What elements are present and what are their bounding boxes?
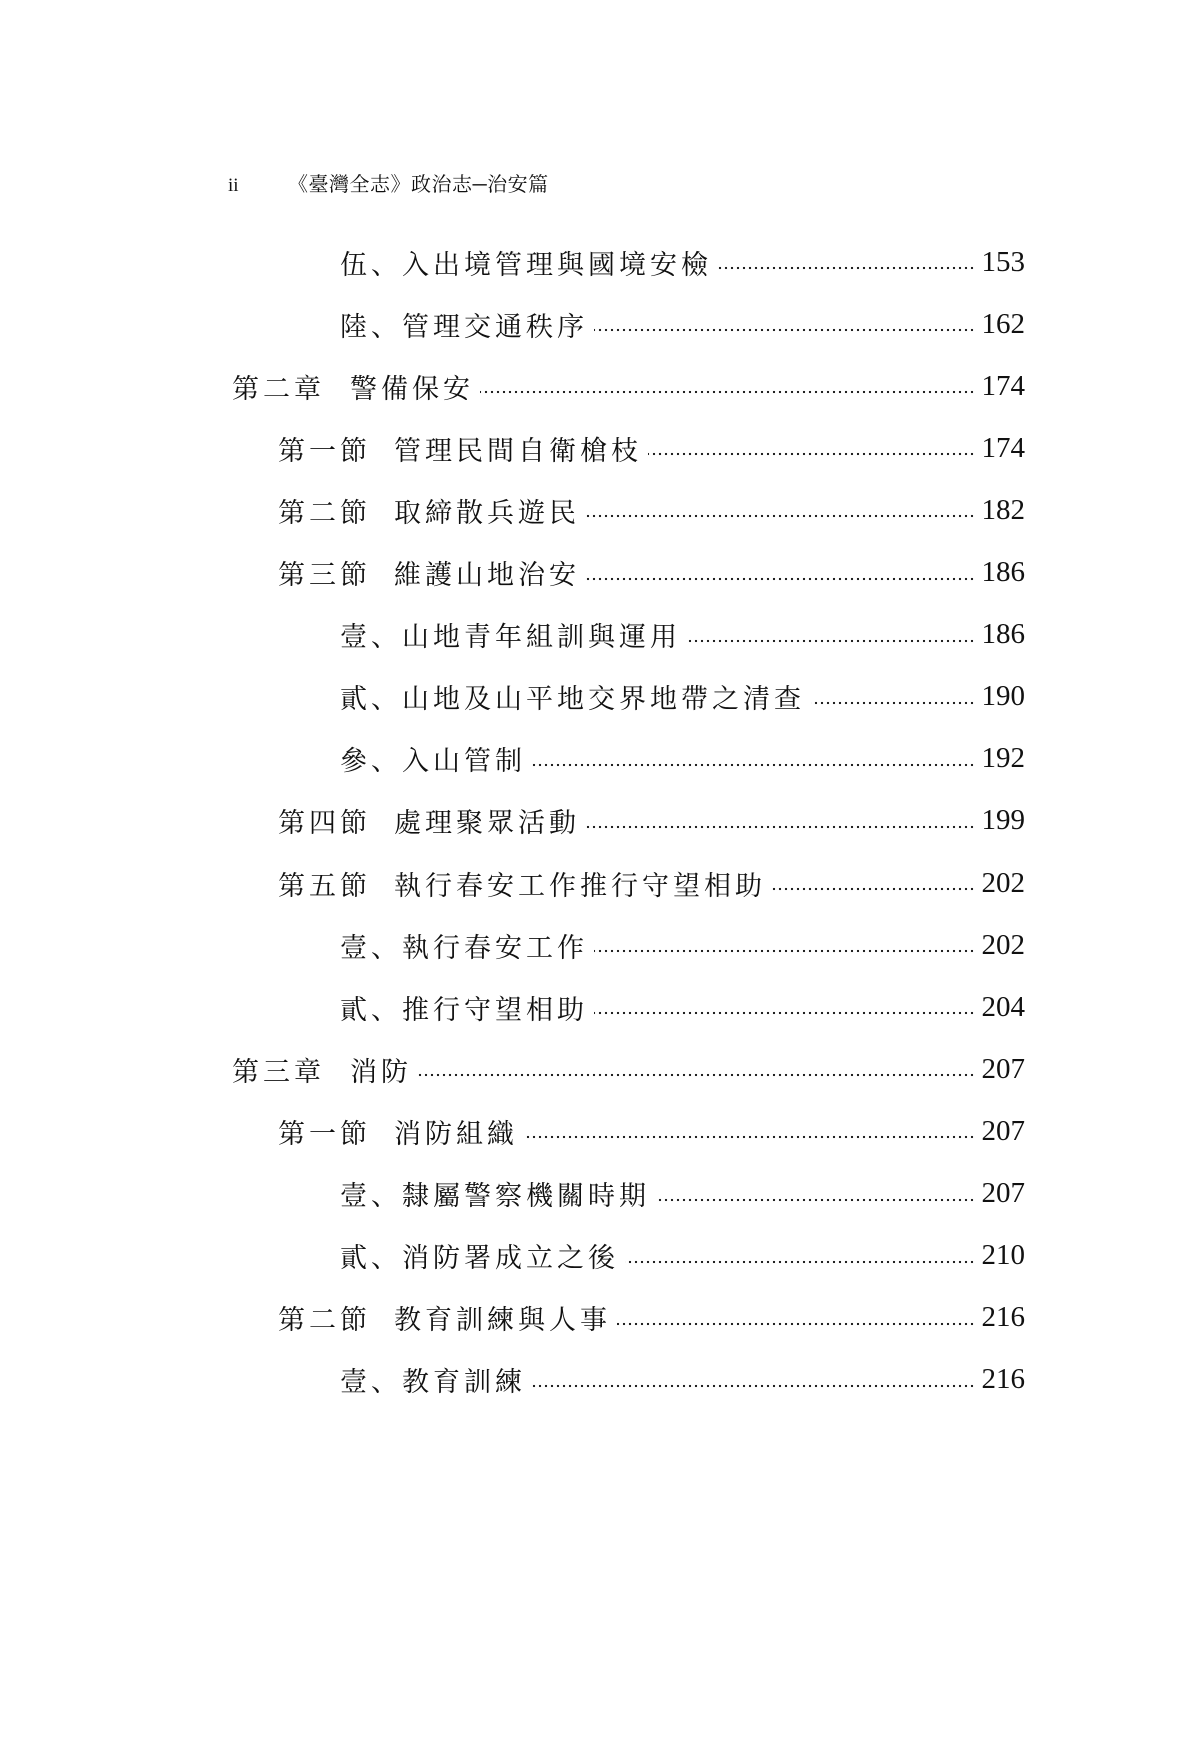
toc-entry-title: 警備保安 bbox=[350, 373, 474, 405]
toc-entry-page: 186 bbox=[981, 618, 1025, 651]
toc-entry-label bbox=[278, 801, 580, 840]
toc-entry-title: 陸、管理交通秩序 bbox=[340, 311, 588, 343]
dot-leader bbox=[687, 639, 975, 643]
toc-entry-page: 202 bbox=[981, 866, 1025, 899]
toc-entry-label bbox=[278, 1298, 611, 1337]
toc-entry-title: 貳、推行守望相助 bbox=[340, 994, 588, 1026]
toc-entry-label bbox=[340, 1360, 526, 1399]
toc-entry-label bbox=[340, 677, 805, 716]
toc-entry-label bbox=[232, 1050, 412, 1089]
toc-entry-title: 壹、隸屬警察機關時期 bbox=[340, 1181, 650, 1212]
toc-entry-page: 210 bbox=[981, 1239, 1025, 1272]
toc-entry-item bbox=[340, 1358, 1025, 1402]
toc-entry-page: 207 bbox=[981, 1114, 1025, 1147]
toc-entry-section bbox=[278, 551, 1025, 595]
toc-entry-page: 186 bbox=[981, 556, 1025, 588]
toc-entry-number: 第二章 bbox=[232, 373, 325, 405]
toc-entry-label bbox=[278, 1112, 518, 1151]
toc-entry-page: 190 bbox=[981, 680, 1025, 713]
toc-entry-label bbox=[340, 305, 588, 344]
toc-entry-page: 182 bbox=[981, 493, 1025, 526]
toc-entry-item bbox=[340, 923, 1025, 967]
toc-entry-section bbox=[278, 1109, 1025, 1153]
toc-entry-label bbox=[340, 1174, 650, 1213]
toc-entry-title: 維護山地治安 bbox=[394, 560, 580, 591]
toc-entry-title: 消防組織 bbox=[394, 1118, 518, 1150]
dot-leader bbox=[594, 949, 975, 953]
toc-entry-section bbox=[278, 861, 1025, 905]
toc-entry-title: 教育訓練與人事 bbox=[394, 1305, 611, 1337]
toc-entry-item bbox=[340, 1234, 1025, 1278]
dot-leader bbox=[594, 328, 975, 332]
dot-leader bbox=[586, 825, 975, 829]
header-title: 《臺灣全志》政治志─治安篇 bbox=[288, 174, 549, 196]
toc-entry-number: 第二節 bbox=[278, 497, 371, 529]
dot-leader bbox=[718, 266, 975, 270]
toc-entry-number: 第一節 bbox=[278, 1118, 371, 1150]
toc-entry-title: 管理民間自衛槍枝 bbox=[394, 435, 642, 467]
dot-leader bbox=[586, 514, 975, 518]
toc-entry-label bbox=[340, 243, 712, 282]
dot-leader bbox=[594, 1011, 975, 1015]
dot-leader bbox=[625, 1260, 975, 1264]
toc-entry-title: 貳、山地及山平地交界地帶之清查 bbox=[340, 684, 805, 716]
toc-entry-item bbox=[340, 240, 1025, 284]
toc-entry-page: 192 bbox=[981, 742, 1025, 775]
toc-entry-chapter bbox=[232, 364, 1025, 408]
toc-entry-page: 202 bbox=[981, 928, 1025, 961]
toc-entry-section bbox=[278, 488, 1025, 532]
dot-leader bbox=[617, 1322, 975, 1326]
toc-entry-page: 207 bbox=[981, 1177, 1025, 1209]
toc-entry-title: 壹、執行春安工作 bbox=[340, 932, 588, 964]
dot-leader bbox=[480, 390, 975, 394]
toc-entry-item bbox=[340, 613, 1025, 657]
toc-entry-chapter bbox=[232, 1047, 1025, 1091]
toc-entry-label bbox=[232, 367, 474, 406]
dot-leader bbox=[418, 1073, 975, 1077]
running-header bbox=[228, 168, 549, 204]
toc-entry-title: 處理聚眾活動 bbox=[394, 808, 580, 840]
toc-entry-title: 壹、山地青年組訓與運用 bbox=[340, 622, 681, 654]
dot-leader bbox=[811, 701, 975, 705]
toc-entry-title: 執行春安工作推行守望相助 bbox=[394, 870, 766, 902]
toc-entry-item bbox=[340, 985, 1025, 1029]
toc-entry-page: 153 bbox=[981, 245, 1025, 278]
toc-entry-label bbox=[340, 739, 526, 778]
toc-entry-label bbox=[340, 926, 588, 965]
toc-entry-title: 參、入山管制 bbox=[340, 746, 526, 778]
toc-entry-page: 174 bbox=[981, 431, 1025, 464]
toc-entry-number: 第三節 bbox=[278, 560, 371, 591]
toc-entry-item bbox=[340, 737, 1025, 781]
toc-entry-item bbox=[340, 1172, 1025, 1216]
toc-entry-page: 207 bbox=[981, 1052, 1025, 1085]
toc-entry-number: 第二節 bbox=[278, 1305, 371, 1337]
header-page-number: ii bbox=[228, 175, 239, 196]
toc-entry-page: 174 bbox=[981, 369, 1025, 402]
toc-entry-title: 伍、入出境管理與國境安檢 bbox=[340, 249, 712, 281]
toc-entry-title: 壹、教育訓練 bbox=[340, 1367, 526, 1399]
toc-entry-number: 第一節 bbox=[278, 435, 371, 467]
toc-entry-section bbox=[278, 426, 1025, 470]
toc-entry-title: 貳、消防署成立之後 bbox=[340, 1243, 619, 1275]
dot-leader bbox=[656, 1198, 975, 1202]
toc-entry-number: 第四節 bbox=[278, 808, 371, 840]
dot-leader bbox=[772, 887, 975, 891]
toc-entry-label bbox=[278, 491, 580, 530]
toc-entry-label bbox=[340, 1236, 619, 1275]
toc-entry-number: 第三章 bbox=[232, 1056, 325, 1088]
toc-entry-page: 216 bbox=[981, 1301, 1025, 1334]
toc-entry-label bbox=[340, 615, 681, 654]
toc-entry-item bbox=[340, 302, 1025, 346]
toc-entry-title: 消防 bbox=[350, 1056, 412, 1088]
toc-entry-label bbox=[278, 553, 580, 592]
dot-leader bbox=[586, 577, 975, 581]
dot-leader bbox=[648, 452, 975, 456]
toc-entry-number: 第五節 bbox=[278, 870, 371, 902]
toc-entry-page: 199 bbox=[981, 804, 1025, 837]
toc-entry-section bbox=[278, 799, 1025, 843]
toc-entry-page: 204 bbox=[981, 990, 1025, 1023]
toc-entry-page: 162 bbox=[981, 307, 1025, 340]
dot-leader bbox=[532, 1384, 975, 1388]
toc-entry-label bbox=[278, 864, 766, 903]
toc-entry-title: 取締散兵遊民 bbox=[394, 497, 580, 529]
toc-entry-section bbox=[278, 1296, 1025, 1340]
toc-entry-page: 216 bbox=[981, 1363, 1025, 1396]
dot-leader bbox=[524, 1135, 975, 1139]
toc-entry-label bbox=[340, 988, 588, 1027]
toc-entry-label bbox=[278, 429, 642, 468]
toc-entry-item bbox=[340, 675, 1025, 719]
dot-leader bbox=[532, 763, 975, 767]
